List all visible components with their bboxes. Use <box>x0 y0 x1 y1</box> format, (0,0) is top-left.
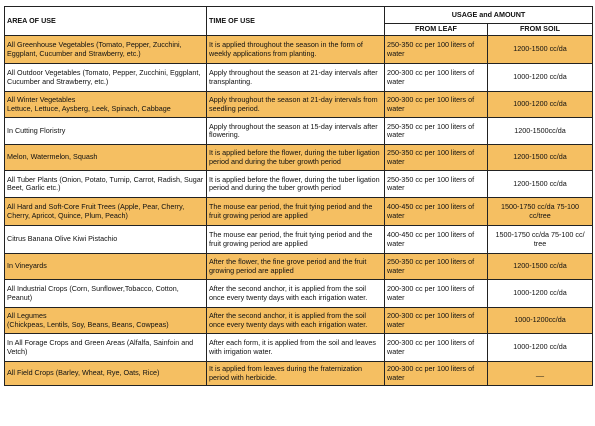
soil-amount-cell <box>488 118 593 145</box>
leaf-amount-cell <box>385 198 488 226</box>
usage-table <box>4 6 593 386</box>
table-row <box>5 334 593 362</box>
leaf-amount-cell <box>385 171 488 198</box>
soil-amount-cell-text: 1200-1500 cc/da <box>513 179 567 188</box>
area-cell <box>5 92 207 118</box>
area-cell <box>5 64 207 92</box>
table-row <box>5 280 593 308</box>
leaf-amount-cell-text: 200-300 cc per 100 liters of water <box>387 339 475 356</box>
leaf-amount-cell-text: 200-300 cc per 100 liters of water <box>387 365 475 382</box>
time-cell <box>207 254 385 280</box>
area-cell <box>5 254 207 280</box>
table-row <box>5 118 593 145</box>
soil-amount-cell <box>488 308 593 334</box>
time-cell <box>207 362 385 386</box>
area-cell-text: All Outdoor Vegetables (Tomato, Pepper, Zucchini, Eggplant, Cucumber and Strawberry, etc.) <box>7 69 201 86</box>
table-row <box>5 171 593 198</box>
time-cell <box>207 198 385 226</box>
soil-amount-cell-text: 1000-1200 cc/da <box>513 100 567 109</box>
time-cell <box>207 118 385 145</box>
time-cell-text: Apply throughout the season at 15-day intervals after flowering. <box>209 122 378 139</box>
area-cell <box>5 280 207 308</box>
leaf-amount-cell-text: 250-350 cc per 100 liters of water <box>387 122 475 139</box>
time-cell-text: Apply throughout the season at 21-day intervals after transplanting. <box>209 69 378 86</box>
header-usage: USAGE and AMOUNT <box>385 7 593 24</box>
time-cell-text: After the flower, the fine grove period and the fruit growing period are applied <box>209 258 367 275</box>
soil-amount-cell <box>488 280 593 308</box>
area-cell-text: Melon, Watermelon, Squash <box>7 153 98 162</box>
leaf-amount-cell <box>385 334 488 362</box>
area-cell <box>5 362 207 386</box>
area-cell <box>5 118 207 145</box>
soil-amount-cell-text: 1000-1200 cc/da <box>513 343 567 352</box>
time-cell-text: It is applied throughout the season in the form of weekly applications from planting. <box>209 41 363 58</box>
soil-amount-cell <box>488 36 593 64</box>
soil-amount-cell <box>488 334 593 362</box>
area-cell <box>5 145 207 171</box>
time-cell <box>207 308 385 334</box>
time-cell <box>207 171 385 198</box>
soil-amount-cell <box>488 64 593 92</box>
leaf-amount-cell <box>385 145 488 171</box>
leaf-amount-cell-text: 200-300 cc per 100 liters of water <box>387 69 475 86</box>
time-cell <box>207 226 385 254</box>
area-cell-text: In Cutting Floristry <box>7 126 66 135</box>
table-row <box>5 36 593 64</box>
soil-amount-cell-text: 1000-1200 cc/da <box>513 289 567 298</box>
area-cell <box>5 308 207 334</box>
table-row <box>5 362 593 386</box>
soil-amount-cell <box>488 92 593 118</box>
header-leaf: FROM LEAF <box>385 24 488 36</box>
time-cell-text: It is applied from leaves during the fraternization period with herbicide. <box>209 365 363 382</box>
time-cell-text: Apply throughout the season at 21-day intervals from seedling period. <box>209 96 378 113</box>
time-cell-text: After the second anchor, it is applied from the soil once every twenty days with each irrigation water. <box>209 285 368 302</box>
soil-amount-cell-text: 1200-1500 cc/da <box>513 153 567 162</box>
leaf-amount-cell-text: 400-450 cc per 100 liters of water <box>387 231 475 248</box>
leaf-amount-cell <box>385 64 488 92</box>
leaf-amount-cell <box>385 118 488 145</box>
leaf-amount-cell-text: 200-300 cc per 100 liters of water <box>387 312 475 329</box>
leaf-amount-cell <box>385 36 488 64</box>
area-cell-text: All Greenhouse Vegetables (Tomato, Pepper, Zucchini, Eggplant, Cucumber and Strawberry, etc.) <box>7 41 182 58</box>
area-cell <box>5 334 207 362</box>
leaf-amount-cell <box>385 362 488 386</box>
leaf-amount-cell <box>385 254 488 280</box>
time-cell <box>207 145 385 171</box>
soil-amount-cell <box>488 226 593 254</box>
table-body <box>5 36 593 386</box>
area-cell-text: In All Forage Crops and Green Areas (Alfalfa, Sainfoin and Vetch) <box>7 339 194 356</box>
time-cell-text: The mouse ear period, the fruit tying period and the fruit growing period are applied <box>209 231 373 248</box>
area-cell-text: All Tuber Plants (Onion, Potato, Turnip, Carrot, Radish, Sugar Beet, Garlic etc.) <box>7 175 204 192</box>
soil-amount-cell <box>488 362 593 386</box>
time-cell-text: After each form, it is applied from the soil and leaves with irrigation water. <box>209 339 376 356</box>
time-cell-text: It is applied before the flower, during the tuber ligation period and during the tuber growth period <box>209 175 380 192</box>
area-cell-text: All Industrial Crops (Corn, Sunflower,Tobacco, Cotton, Peanut) <box>7 285 179 302</box>
soil-amount-cell-text: 1200-1500cc/da <box>514 126 566 135</box>
soil-amount-cell-text: 1500-1750 cc/da 75-100 cc/tree <box>501 203 579 220</box>
soil-amount-cell <box>488 198 593 226</box>
leaf-amount-cell-text: 250-350 cc per 100 liters of water <box>387 258 475 275</box>
leaf-amount-cell-text: 250-350 cc per 100 liters of water <box>387 175 475 192</box>
leaf-amount-cell <box>385 280 488 308</box>
leaf-amount-cell-text: 250-350 cc per 100 liters of water <box>387 149 475 166</box>
time-cell <box>207 92 385 118</box>
header-area: AREA OF USE <box>5 7 207 36</box>
soil-amount-cell <box>488 145 593 171</box>
time-cell <box>207 334 385 362</box>
time-cell <box>207 64 385 92</box>
soil-amount-cell-text: 1000-1200 cc/da <box>513 73 567 82</box>
area-cell <box>5 36 207 64</box>
table-row <box>5 64 593 92</box>
soil-amount-cell <box>488 254 593 280</box>
table-row <box>5 145 593 171</box>
area-cell <box>5 198 207 226</box>
time-cell-text: The mouse ear period, the fruit tying period and the fruit growing period are applied <box>209 203 373 220</box>
soil-amount-cell <box>488 171 593 198</box>
area-cell <box>5 171 207 198</box>
area-cell-text: All Legumes (Chickpeas, Lentils, Soy, Beans, Beans, Cowpeas) <box>7 312 169 329</box>
area-cell-text: All Field Crops (Barley, Wheat, Rye, Oats, Rice) <box>7 369 160 378</box>
table-row <box>5 254 593 280</box>
area-cell <box>5 226 207 254</box>
leaf-amount-cell <box>385 92 488 118</box>
time-cell-text: After the second anchor, it is applied from the soil once every twenty days with each irrigation water. <box>209 312 368 329</box>
leaf-amount-cell-text: 400-450 cc per 100 liters of water <box>387 203 475 220</box>
soil-amount-cell-text: 1200-1500 cc/da <box>513 45 567 54</box>
leaf-amount-cell-text: 250-350 cc per 100 liters of water <box>387 41 475 58</box>
soil-amount-cell-text: 1500-1750 cc/da 75-100 cc/ tree <box>495 231 585 248</box>
time-cell-text: It is applied before the flower, during the tuber ligation period and during the tuber growth period <box>209 149 380 166</box>
leaf-amount-cell-text: 200-300 cc per 100 liters of water <box>387 285 475 302</box>
soil-amount-cell-text: __ <box>536 369 544 378</box>
soil-amount-cell-text: 1000-1200cc/da <box>514 316 566 325</box>
table-row <box>5 92 593 118</box>
header-time: TIME OF USE <box>207 7 385 36</box>
time-cell <box>207 280 385 308</box>
leaf-amount-cell-text: 200-300 cc per 100 liters of water <box>387 96 475 113</box>
time-cell <box>207 36 385 64</box>
table-row <box>5 308 593 334</box>
table-row <box>5 198 593 226</box>
area-cell-text: All Hard and Soft-Core Fruit Trees (Apple, Pear, Cherry, Cherry, Apricot, Quince, Plum, Peach) <box>7 203 185 220</box>
area-cell-text: In Vineyards <box>7 262 47 271</box>
soil-amount-cell-text: 1200-1500 cc/da <box>513 262 567 271</box>
header-soil: FROM SOIL <box>488 24 593 36</box>
area-cell-text: Citrus Banana Olive Kiwi Pistachio <box>7 235 118 244</box>
leaf-amount-cell <box>385 226 488 254</box>
table-row <box>5 226 593 254</box>
leaf-amount-cell <box>385 308 488 334</box>
area-cell-text: All Winter Vegetables Lettuce, Lettuce, Aysberg, Leek, Spinach, Cabbage <box>7 96 171 113</box>
